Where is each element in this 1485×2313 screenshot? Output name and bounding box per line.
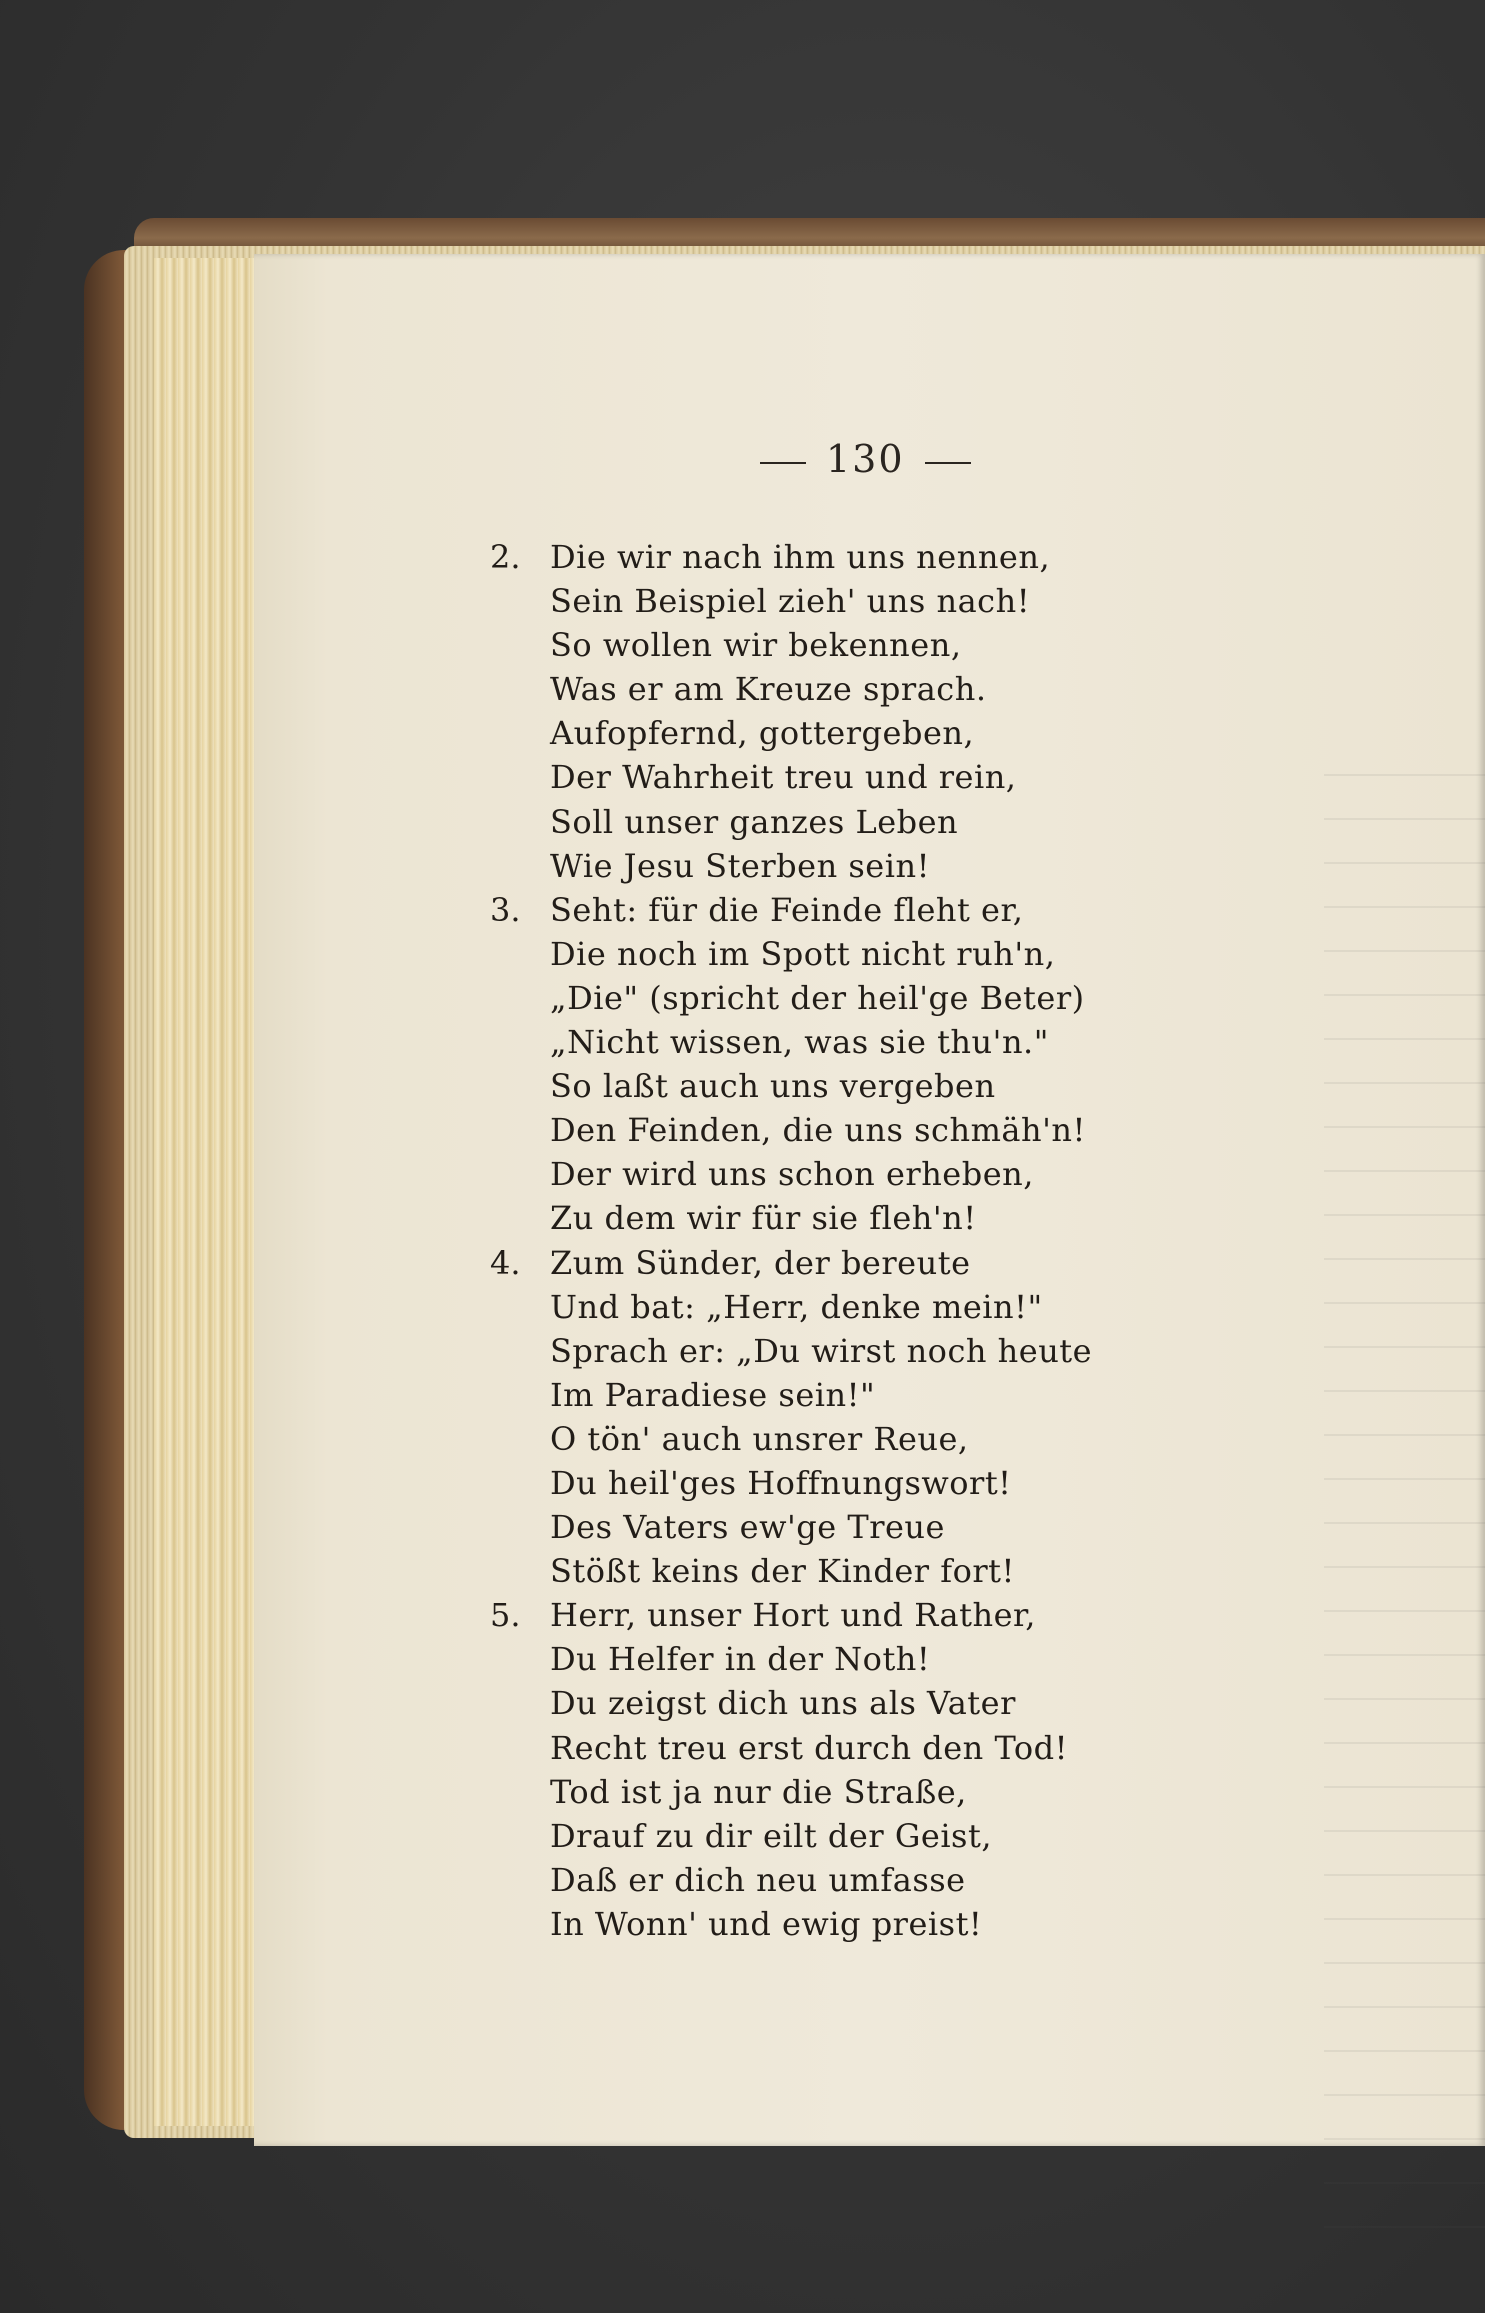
verse-line: Im Paradiese sein!" bbox=[550, 1375, 876, 1414]
verse-line: Wie Jesu Sterben sein! bbox=[550, 846, 930, 885]
page-number bbox=[740, 437, 991, 481]
verse-line: Recht treu erst durch den Tod! bbox=[550, 1728, 1068, 1767]
verse-line: Zu dem wir für sie fleh'n! bbox=[550, 1199, 977, 1238]
verse-line: Drauf zu dir eilt der Geist, bbox=[550, 1816, 992, 1855]
show-through-text bbox=[1324, 744, 1485, 2264]
verse-line: Soll unser ganzes Leben bbox=[550, 802, 959, 841]
verse-line: Du heil'ges Hoffnungswort! bbox=[550, 1463, 1012, 1502]
stanza bbox=[490, 1241, 1130, 1594]
verse-line: Daß er dich neu umfasse bbox=[550, 1860, 966, 1899]
page-number-dash-left bbox=[760, 462, 806, 464]
verse-line: Aufopfernd, gottergeben, bbox=[550, 714, 975, 753]
hymn-text bbox=[490, 535, 1130, 1946]
verse-line: „Nicht wissen, was sie thu'n." bbox=[550, 1023, 1049, 1062]
verse-line: Und bat: „Herr, denke mein!" bbox=[550, 1287, 1043, 1326]
verse-line: So laßt auch uns vergeben bbox=[550, 1067, 996, 1106]
verse-line: Du Helfer in der Noth! bbox=[550, 1640, 931, 1679]
verse-line: Der Wahrheit treu und rein, bbox=[550, 758, 1017, 797]
verse-line: Was er am Kreuze sprach. bbox=[550, 670, 987, 709]
verse-line: Herr, unser Hort und Rather, bbox=[550, 1596, 1036, 1635]
verse-line: Seht: für die Feinde fleht er, bbox=[550, 890, 1024, 929]
verse-line: O tön' auch unsrer Reue, bbox=[550, 1419, 969, 1458]
verse-line: Stößt keins der Kinder fort! bbox=[550, 1552, 1015, 1591]
stanza bbox=[490, 1593, 1130, 1946]
verse-line: Sprach er: „Du wirst noch heute bbox=[550, 1331, 1093, 1370]
verse-line: Die wir nach ihm uns nennen, bbox=[550, 538, 1051, 576]
verse-line: Des Vaters ew'ge Treue bbox=[550, 1508, 945, 1547]
stanza-number: 3. bbox=[490, 890, 521, 929]
page-number-dash-right bbox=[925, 462, 971, 464]
verse-line: „Die" (spricht der heil'ge Beter) bbox=[550, 978, 1085, 1017]
page-number-text: 130 bbox=[826, 437, 905, 481]
verse-line: Den Feinden, die uns schmäh'n! bbox=[550, 1111, 1086, 1150]
stanza bbox=[490, 535, 1130, 888]
stanza-number: 2. bbox=[490, 538, 521, 576]
verse-line: Zum Sünder, der bereute bbox=[550, 1243, 971, 1282]
verse-line: So wollen wir bekennen, bbox=[550, 626, 962, 665]
stanza-number: 5. bbox=[490, 1596, 521, 1635]
stanza bbox=[490, 888, 1130, 1241]
verse-line: Der wird uns schon erheben, bbox=[550, 1155, 1034, 1194]
verse-line: Sein Beispiel zieh' uns nach! bbox=[550, 582, 1031, 621]
verse-line: In Wonn' und ewig preist! bbox=[550, 1904, 983, 1943]
verse-line: Die noch im Spott nicht ruh'n, bbox=[550, 934, 1056, 973]
verse-line: Du zeigst dich uns als Vater bbox=[550, 1684, 1016, 1723]
stanza-number: 4. bbox=[490, 1243, 521, 1282]
verse-line: Tod ist ja nur die Straße, bbox=[550, 1772, 967, 1811]
